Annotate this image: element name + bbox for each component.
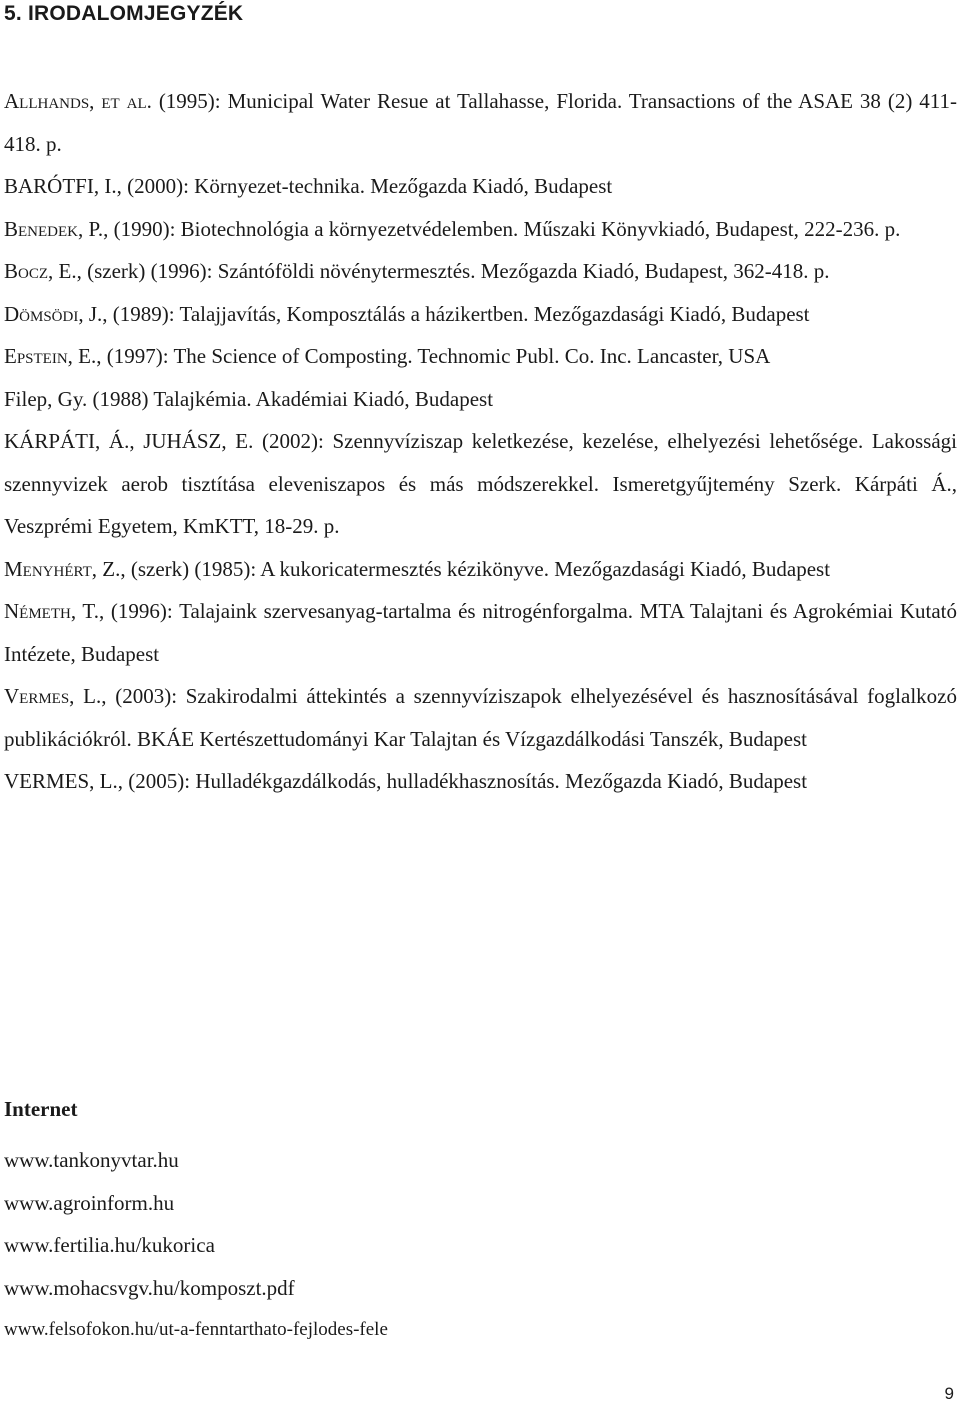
reference-author: Bocz, E.: [4, 259, 77, 283]
reference-author: Allhands, et al.: [4, 89, 152, 113]
reference-item: [4, 208, 957, 251]
reference-author: VERMES, L.: [4, 769, 118, 793]
reference-author: KÁRPÁTI, Á., JUHÁSZ, E.: [4, 429, 254, 453]
reference-author: Vermes, L.: [4, 684, 102, 708]
reference-item: [4, 80, 957, 165]
reference-details: , (1990): Biotechnológia a környezetvédelemben. Műszaki Könyvkiadó, Budapest, 222-236. p.: [103, 216, 901, 241]
reference-author: Németh, T.: [4, 599, 99, 623]
reference-details: , (2003): Szakirodalmi áttekintés a szennyvíziszapok elhelyezésével és hasznosításával foglalkozó publikációkról. BKÁE Kertészettudományi Kar Talajtan és Vízgazdálkodási Tanszék, Budapest: [4, 684, 957, 751]
reference-details: (2002): Szennyvíziszap keletkezése, kezelése, elhelyezési lehetősége. Lakossági szennyvizek aerob tisztítása eleveniszapos és más módszerekkel. Ismeretgyűjtemény Szerk. Kárpáti Á., Veszprémi Egyetem, KmKTT, 18-29. p.: [4, 429, 957, 538]
reference-details: , (1989): Talajjavítás, Komposztálás a házikertben. Mezőgazdasági Kiadó, Budapest: [102, 301, 810, 326]
reference-details: (1988) Talajkémia. Akadémiai Kiadó, Budapest: [87, 386, 494, 411]
internet-link[interactable]: www.agroinform.hu: [4, 1190, 175, 1215]
reference-item: [4, 293, 957, 336]
reference-author: Benedek, P.: [4, 216, 104, 241]
reference-author: Menyhért, Z.: [4, 556, 121, 581]
reference-item: [4, 548, 957, 591]
reference-item: [4, 378, 957, 421]
internet-link[interactable]: www.felsofokon.hu/ut-a-fenntarthato-fejlodes-fele: [4, 1319, 388, 1340]
page-number: 9: [944, 1384, 954, 1403]
reference-list: [4, 80, 957, 803]
reference-author: Epstein, E.: [4, 344, 97, 368]
reference-details: , (1996): Talajaink szervesanyag-tartalma és nitrogénforgalma. MTA Talajtani és Agrokémiai Kutató Intézete, Budapest: [4, 599, 958, 666]
reference-details: , (2005): Hulladékgazdálkodás, hulladékhasznosítás. Mezőgazda Kiadó, Budapest: [117, 769, 808, 793]
reference-item: [4, 250, 957, 293]
internet-heading: Internet: [4, 1097, 78, 1121]
reference-details: , (szerk) (1985): A kukoricatermesztés kézikönyve. Mezőgazdasági Kiadó, Budapest: [120, 556, 831, 581]
reference-item: [4, 590, 957, 675]
reference-item: [4, 675, 957, 760]
reference-details: , (szerk) (1996): Szántóföldi növénytermesztés. Mezőgazda Kiadó, Budapest, 362-418. p.: [76, 259, 830, 283]
reference-details: , (1997): The Science of Composting. Technomic Publ. Co. Inc. Lancaster, USA: [96, 344, 771, 368]
reference-author: BARÓTFI, I.: [4, 174, 117, 198]
reference-item: [4, 335, 957, 378]
reference-item: [4, 420, 957, 548]
section-heading: 5. IRODALOMJEGYZÉK: [4, 2, 244, 25]
internet-link-list: [4, 1139, 388, 1352]
reference-item: [4, 165, 957, 208]
reference-author: Dömsödi, J.: [4, 301, 103, 326]
internet-link[interactable]: www.fertilia.hu/kukorica: [4, 1233, 215, 1257]
internet-link[interactable]: www.tankonyvtar.hu: [4, 1148, 179, 1172]
reference-details: (1995): Municipal Water Resue at Tallahasse, Florida. Transactions of the ASAE 38 (2) 411-418. p.: [4, 89, 958, 156]
reference-details: , (2000): Környezet-technika. Mezőgazda Kiadó, Budapest: [116, 174, 613, 198]
internet-link[interactable]: www.mohacsvgv.hu/komposzt.pdf: [4, 1275, 295, 1300]
reference-author: Filep, Gy.: [4, 386, 88, 411]
reference-item: [4, 760, 957, 803]
